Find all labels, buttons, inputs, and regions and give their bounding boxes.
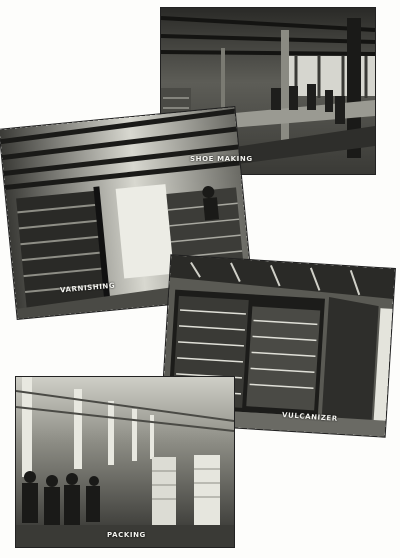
caption-packing: PACKING [107, 531, 146, 539]
caption-varnishing: VARNISHING [59, 281, 116, 295]
caption-vulcanizer: VULCANIZER [281, 411, 339, 423]
photo-packing [16, 377, 234, 547]
packing-scene [16, 377, 234, 547]
caption-shoe-making: SHOE MAKING [190, 155, 253, 163]
